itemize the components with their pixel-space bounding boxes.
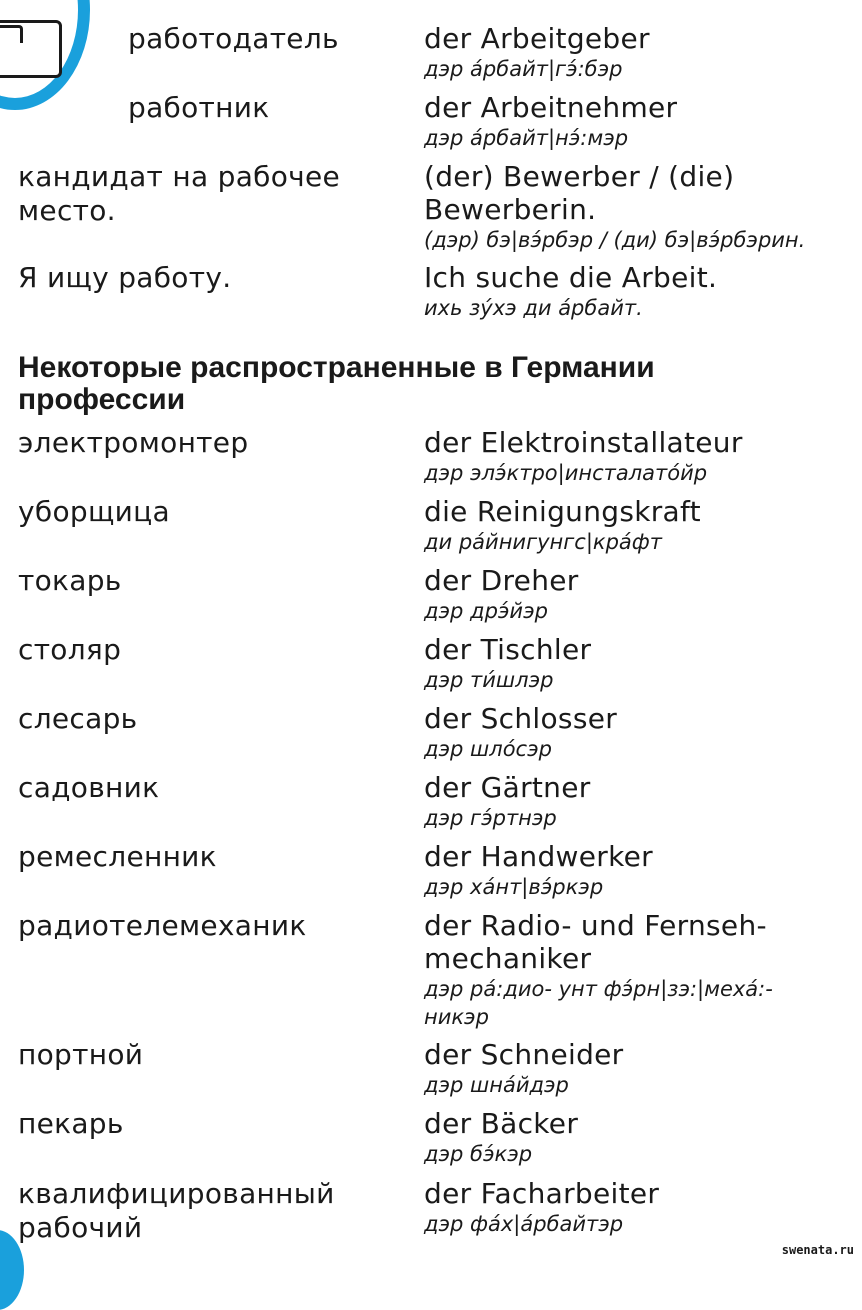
transcription: дэр ти́шлэр [424,668,554,692]
watermark: swenata.ru [781,1243,854,1257]
transcription: дэр шло́сэр [424,737,552,761]
transcription: дэр дрэ́йэр [424,599,548,623]
transcription: ихь зу́хэ ди а́рбайт. [424,296,643,320]
russian-term: работник [128,91,270,124]
russian-term: работодатель [128,22,339,55]
german-term: der Elektroinstallateur [424,426,743,459]
transcription: дэр бэ́кэр [424,1142,533,1166]
german-term: der Tischler [424,633,592,666]
russian-term: кандидат на рабочее место. [18,160,341,227]
german-term: der Arbeitnehmer [424,91,678,124]
russian-term: радиотелемеханик [18,909,307,942]
transcription: ди ра́йнигунгс|кра́фт [424,530,662,554]
russian-term: слесарь [18,702,138,735]
german-term: Ich suche die Arbeit. [424,261,718,294]
german-term: der Schlosser [424,702,618,735]
german-term: der Bäcker [424,1107,579,1140]
german-term: der Schneider [424,1038,624,1071]
russian-term: электромонтер [18,426,249,459]
transcription: дэр элэ́ктро|инсталато́йр [424,461,708,485]
russian-term: Я ищу работу. [18,261,232,294]
german-term: der Dreher [424,564,579,597]
german-term: der Gärtner [424,771,591,804]
russian-term: токарь [18,564,122,597]
section-heading: Некоторые распространенные в Германии профессии [18,351,655,416]
german-term: (der) Bewerber / (die) Bewerberin. [424,160,735,226]
russian-term: садовник [18,771,160,804]
russian-term: ремесленник [18,840,217,873]
german-term: der Arbeitgeber [424,22,650,55]
transcription: дэр фа́х|а́рбайтэр [424,1212,624,1236]
transcription: дэр а́рбайт|гэ́:бэр [424,57,623,81]
briefcase-icon [0,20,62,78]
briefcase-handle [0,25,23,43]
russian-term: пекарь [18,1107,124,1140]
german-term: der Radio- und Fernseh-mechaniker [424,909,767,975]
transcription: дэр шна́йдэр [424,1073,569,1097]
russian-term: портной [18,1038,144,1071]
russian-term: столяр [18,633,122,666]
transcription: дэр гэ́ртнэр [424,806,557,830]
russian-term: уборщица [18,495,170,528]
russian-term: квалифицированный рабочий [18,1177,335,1244]
transcription: дэр ра́:дио- унт фэ́рн|зэ:|меха́:-никэр [424,977,773,1029]
german-term: der Facharbeiter [424,1177,660,1210]
transcription: дэр а́рбайт|нэ́:мэр [424,126,629,150]
german-term: die Reinigungskraft [424,495,701,528]
german-term: der Handwerker [424,840,653,873]
transcription: (дэр) бэ|вэ́рбэр / (ди) бэ|вэ́рбэрин. [424,228,806,252]
transcription: дэр ха́нт|вэ́ркэр [424,875,604,899]
